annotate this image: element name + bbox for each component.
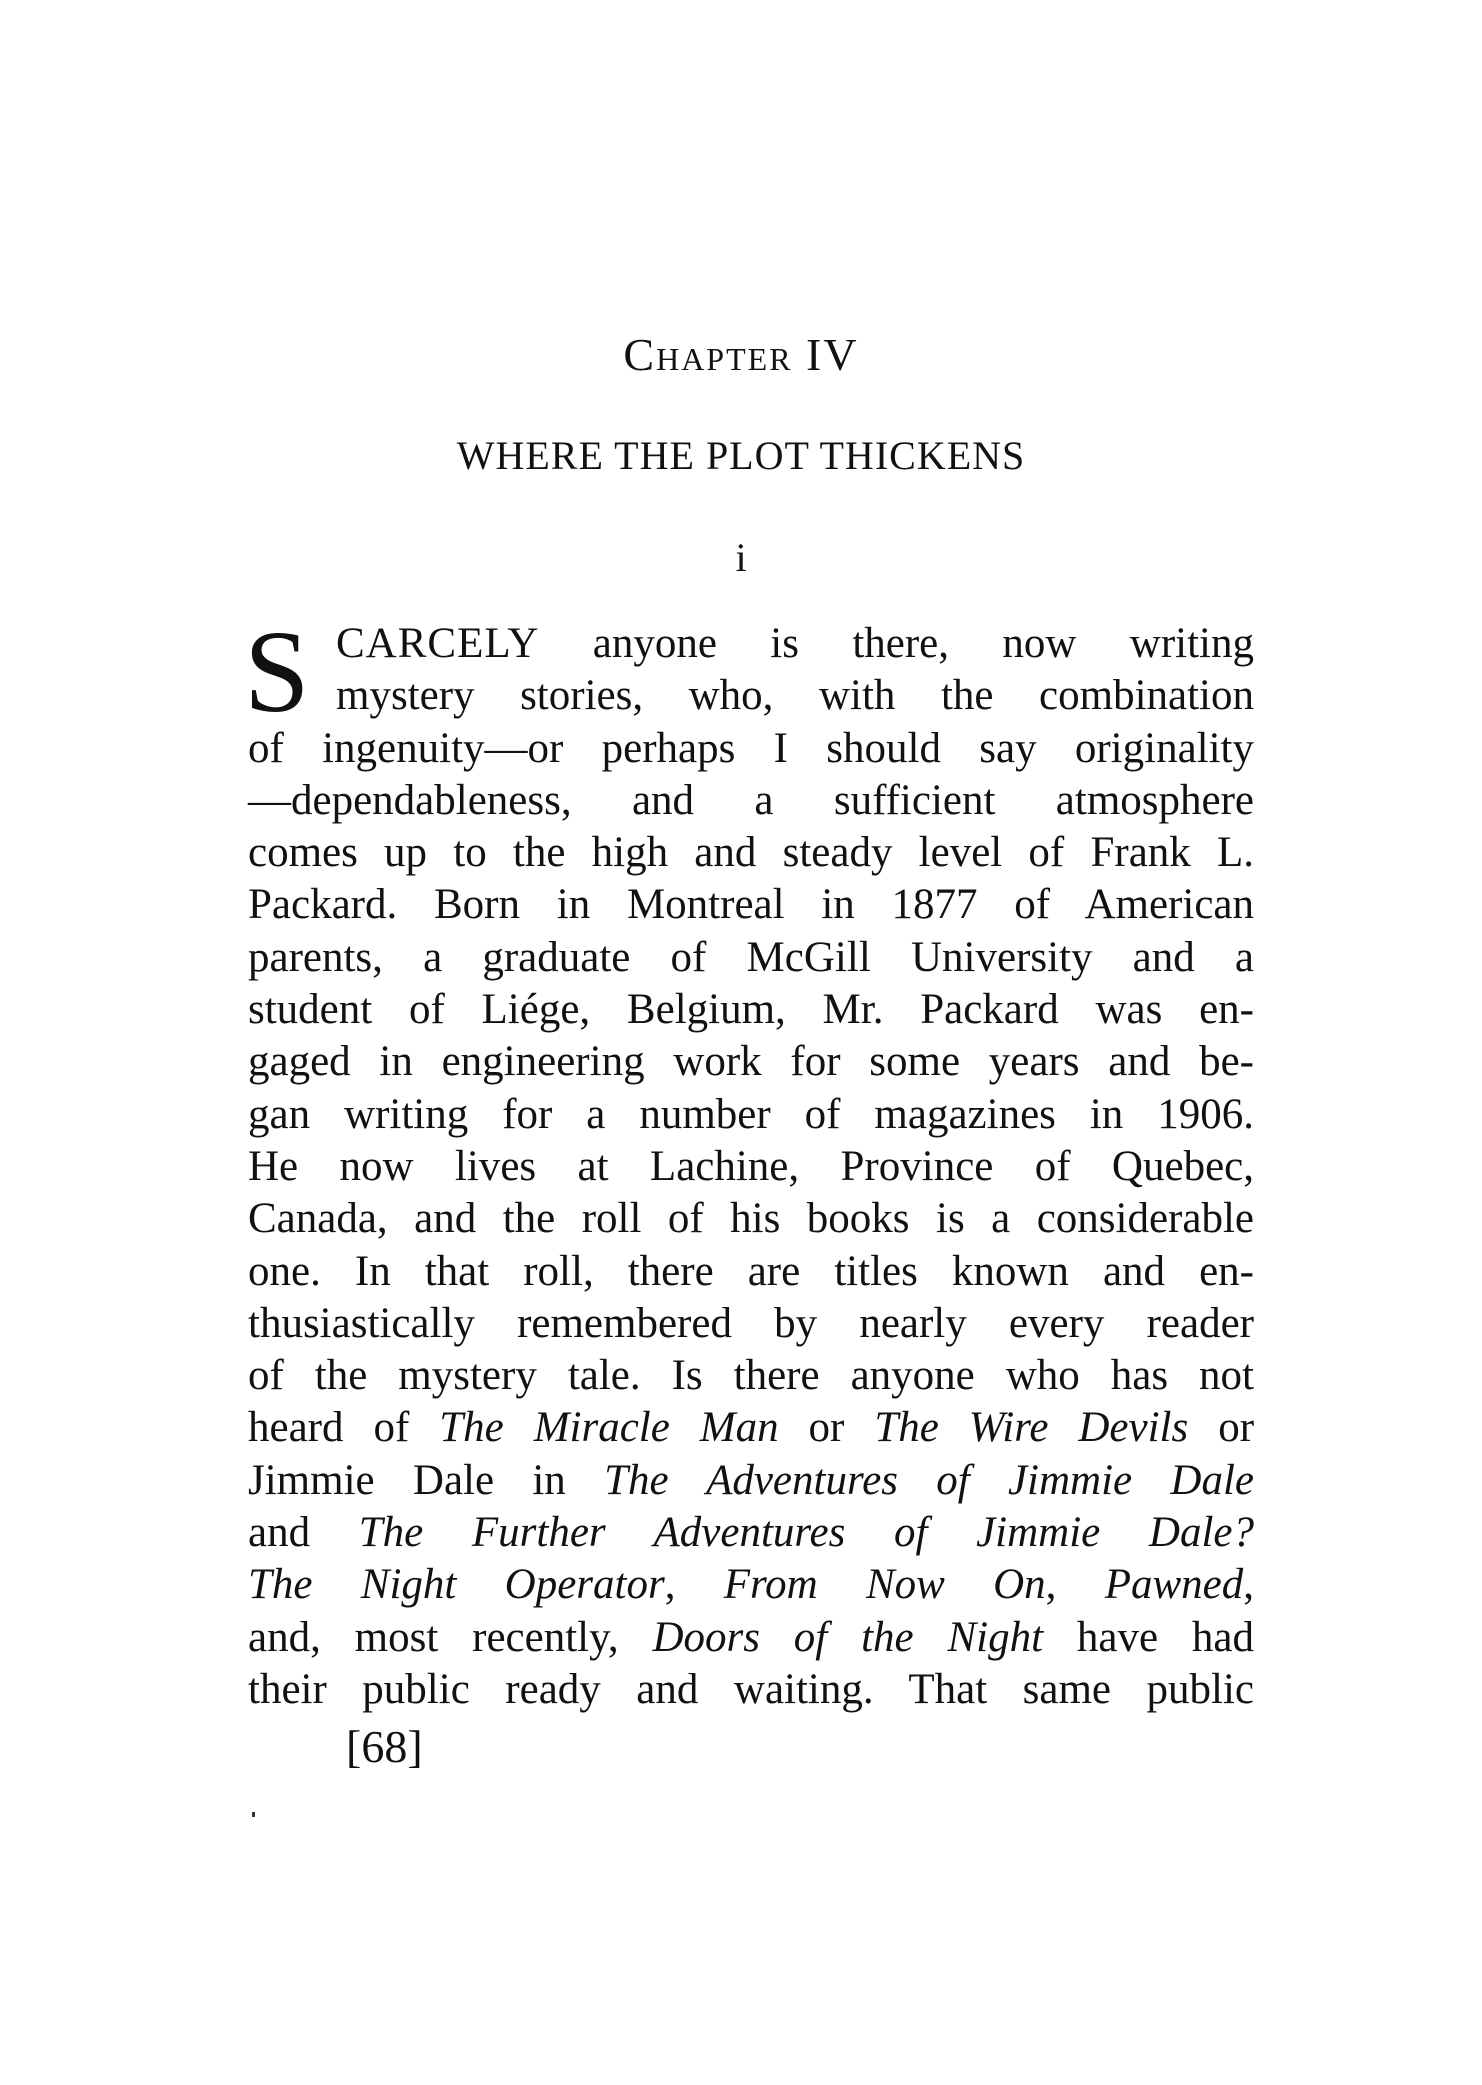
text-line: of the mystery tale. Is there anyone who has not [248, 1352, 1254, 1400]
book-title: The Night Operator [248, 1561, 665, 1609]
book-title: The Further Adventures of Jimmie Dale? [358, 1509, 1254, 1557]
text-line [248, 1559, 1254, 1611]
text-line: parents, a graduate of McGill University and a [248, 933, 1254, 981]
text-span: have had [1043, 1613, 1255, 1661]
text-span: Jimmie Dale in [248, 1456, 605, 1504]
chapter-heading [0, 328, 1482, 381]
chapter-label: Chapter [623, 329, 793, 380]
text-span: and, most recently, [248, 1613, 653, 1661]
text-line [248, 618, 1254, 670]
text-line: Packard. Born in Montreal in 1877 of American [248, 881, 1254, 929]
text-span: and [248, 1509, 359, 1557]
text-span: or [1188, 1404, 1255, 1452]
opening-caps: CARCELY [336, 620, 540, 667]
text-span: or [778, 1404, 875, 1452]
text-span: anyone is there, now writing [539, 620, 1254, 667]
text-line: He now lives at Lachine, Province of Quebec, [248, 1142, 1254, 1190]
drop-cap: S [244, 606, 310, 737]
section-number: i [735, 535, 747, 580]
text-line: gan writing for a number of magazines in 1906. [248, 1090, 1254, 1138]
chapter-numeral: IV [806, 329, 859, 380]
book-title: The Wire Devils [874, 1404, 1189, 1452]
scan-speck [252, 1812, 255, 1817]
book-title: Doors of the Night [652, 1613, 1044, 1661]
chapter-title: WHERE THE PLOT THICKENS [456, 433, 1026, 478]
text-line: gaged in engineering work for some years and be- [248, 1038, 1254, 1086]
text-line: Canada, and the roll of his books is a considerable [248, 1195, 1254, 1243]
text-line: one. In that roll, there are titles known and en- [248, 1247, 1254, 1295]
text-line [248, 1612, 1254, 1664]
text-line: mystery stories, who, with the combination [336, 672, 1254, 720]
body-paragraph [244, 606, 1255, 1716]
text-line [248, 1455, 1254, 1507]
text-line [248, 1507, 1254, 1559]
text-span: heard of [248, 1404, 440, 1452]
page-number: [68] [346, 1721, 423, 1772]
text-span: , [1243, 1561, 1254, 1609]
text-line: —dependableness, and a sufficient atmosphere [248, 776, 1254, 824]
text-line: of ingenuity—or perhaps I should say originality [248, 724, 1254, 772]
book-title: From Now On [723, 1561, 1046, 1609]
text-span: , [664, 1561, 724, 1609]
text-line: thusiastically remembered by nearly every reader [248, 1299, 1254, 1347]
book-title: The Miracle Man [439, 1404, 779, 1452]
text-line [248, 1402, 1254, 1454]
book-title: Pawned [1104, 1561, 1244, 1609]
text-line: student of Liége, Belgium, Mr. Packard was en- [248, 986, 1254, 1034]
text-span: , [1045, 1561, 1105, 1609]
text-line: comes up to the high and steady level of Frank L. [248, 829, 1254, 877]
text-line: their public ready and waiting. That same public [248, 1665, 1254, 1713]
book-title: The Adventures of Jimmie Dale [604, 1456, 1254, 1504]
